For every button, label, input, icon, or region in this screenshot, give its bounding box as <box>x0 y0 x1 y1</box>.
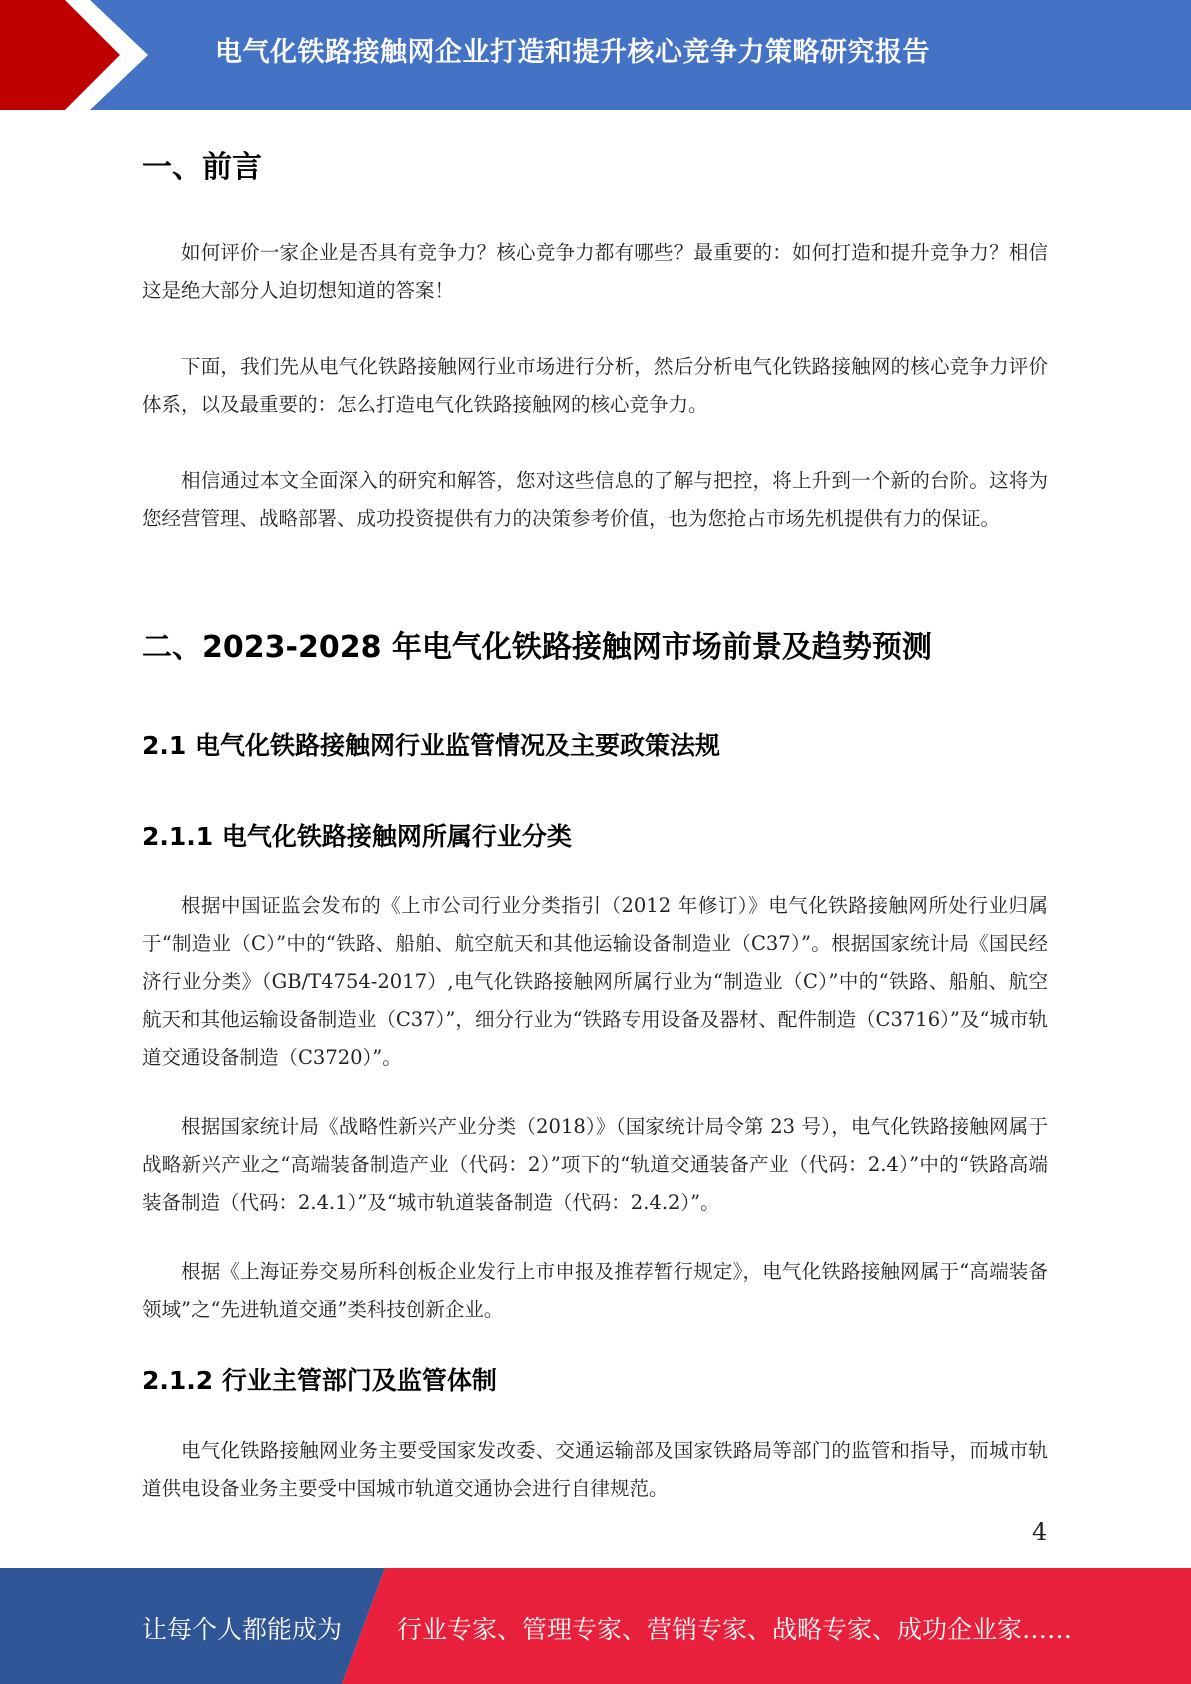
section-2-heading: 二、2023-2028 年电气化铁路接触网市场前景及趋势预测 <box>142 630 932 665</box>
chevron-logo-icon <box>0 0 160 110</box>
footer-slogan-right: 行业专家、管理专家、营销专家、战略专家、成功企业家…… <box>397 1615 1073 1644</box>
section-2-1-heading: 2.1 电气化铁路接触网行业监管情况及主要政策法规 <box>142 731 720 760</box>
paragraph: 电气化铁路接触网业务主要受国家发改委、交通运输部及国家铁路局等部门的监管和指导，而城市轨道供电设备业务主要受中国城市轨道交通协会进行自律规范。 <box>142 1439 1048 1500</box>
paragraph: 根据《上海证券交易所科创板企业发行上市申报及推荐暂行规定》，电气化铁路接触网属于“高端装备领域”之“先进轨道交通”类科技创新企业。 <box>142 1260 1048 1321</box>
paragraph: 根据中国证监会发布的《上市公司行业分类指引（2012 年修订）》电气化铁路接触网所处行业归属于“制造业（C）”中的“铁路、船舶、航空航天和其他运输设备制造业（C37）”。根据国家统计局《国民经济行业分类》（GB/T4754-2017）,电气化铁路接触网所属行业为“制造业（C）”中的“铁路、船舶、航空航天和其他运输设备制造业（C37）”，细分行业为“铁路专用设备及器材、配件制造（C3716）”及“城市轨道交通设备制造（C3720）”。 <box>142 894 1048 1069</box>
paragraph: 下面，我们先从电气化铁路接触网行业市场进行分析，然后分析电气化铁路接触网的核心竞争力评价体系，以及最重要的：怎么打造电气化铁路接触网的核心竞争力。 <box>142 355 1048 416</box>
report-title: 电气化铁路接触网企业打造和提升核心竞争力策略研究报告 <box>215 37 930 68</box>
paragraph: 根据国家统计局《战略性新兴产业分类（2018）》（国家统计局令第 23 号），电气化铁路接触网属于战略新兴产业之“高端装备制造产业（代码：2）”项下的“轨道交通装备产业（代码：2.4）”中的“铁路高端装备制造（代码：2.4.1）”及“城市轨道装备制造（代码：2.4.2）”。 <box>142 1115 1048 1214</box>
section-2-1-1-heading: 2.1.1 电气化铁路接触网所属行业分类 <box>142 822 572 851</box>
header-banner <box>0 0 1191 110</box>
paragraph: 相信通过本文全面深入的研究和解答，您对这些信息的了解与把控，将上升到一个新的台阶。这将为您经营管理、战略部署、成功投资提供有力的决策参考价值，也为您抢占市场先机提供有力的保证。 <box>142 469 1048 530</box>
section-1-heading: 一、前言 <box>142 150 262 185</box>
page-number: 4 <box>1032 1518 1048 1546</box>
section-2-1-2-heading: 2.1.2 行业主管部门及监管体制 <box>142 1366 497 1395</box>
paragraph: 如何评价一家企业是否具有竞争力？核心竞争力都有哪些？最重要的：如何打造和提升竞争力？相信这是绝大部分人迫切想知道的答案！ <box>142 241 1048 302</box>
footer-banner <box>0 1568 1191 1684</box>
footer-slogan-left: 让每个人都能成为 <box>142 1615 343 1644</box>
